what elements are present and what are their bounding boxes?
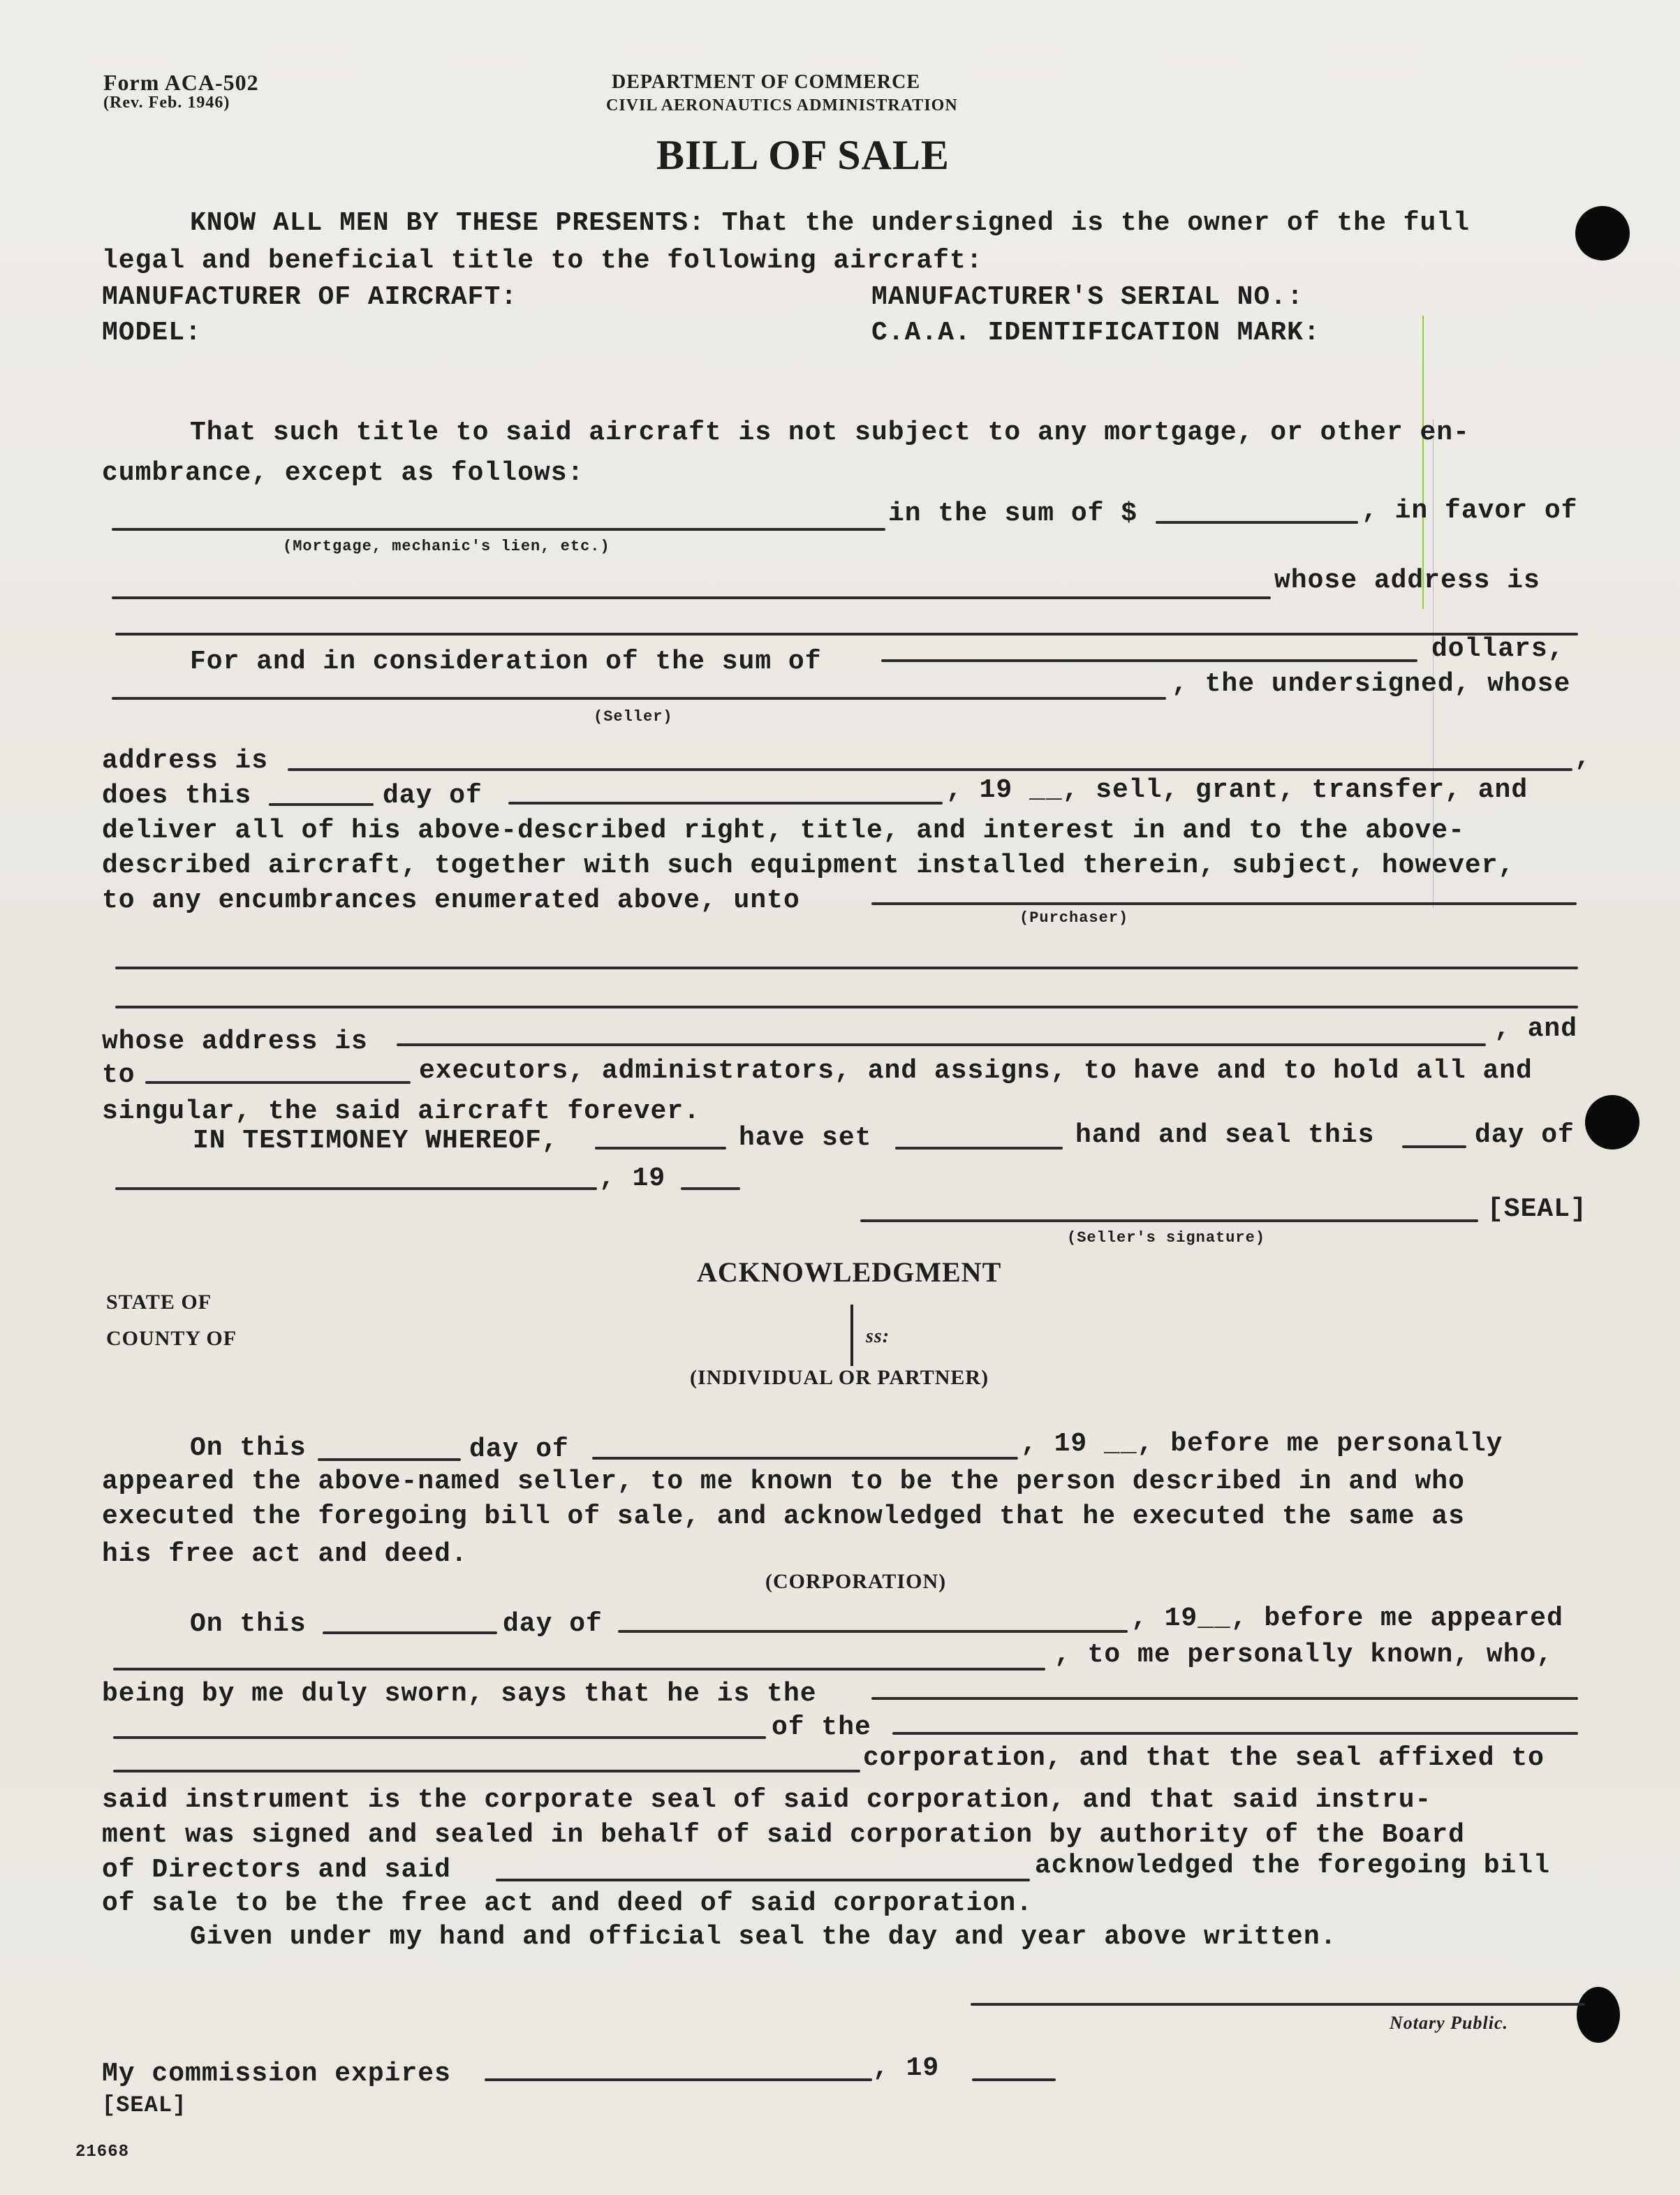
ind-line-2: appeared the above-named seller, to me known to be the person described in and who (102, 1467, 1465, 1497)
corp-line-6: ment was signed and sealed in behalf of said corporation by authority of the Board (102, 1820, 1465, 1850)
corp-of-the-label: of the (772, 1712, 871, 1742)
in-favor-of-label: , in favor of (1362, 496, 1578, 526)
seal-label: [SEAL] (1487, 1194, 1587, 1224)
ss-label: ss: (866, 1326, 890, 1347)
commission-expires-label: My commission expires (102, 2059, 451, 2089)
testimony-day-field[interactable] (1402, 1145, 1466, 1148)
corp-directors-label: of Directors and said (102, 1855, 451, 1885)
individual-heading: (INDIVIDUAL OR PARTNER) (690, 1366, 989, 1389)
testimony-pronoun-field[interactable] (595, 1147, 726, 1150)
form-revision: (Rev. Feb. 1946) (103, 94, 230, 112)
consideration-amount-field[interactable] (881, 659, 1417, 662)
corp-line-8: of sale to be the free act and deed of said corporation. (102, 1888, 1033, 1918)
commission-date-field[interactable] (485, 2078, 872, 2081)
ind-line-3: executed the foregoing bill of sale, and acknowledged that he executed the same as (102, 1502, 1465, 1532)
corp-sworn-label: being by me duly sworn, says that he is the (102, 1679, 817, 1709)
corp-month-field[interactable] (618, 1630, 1128, 1633)
mortgage-caption: (Mortgage, mechanic's lien, etc.) (283, 538, 610, 555)
testimony-year-label: , 19 (599, 1163, 666, 1194)
testimony-year-field[interactable] (681, 1187, 740, 1190)
hand-and-seal-label: hand and seal this (1075, 1120, 1375, 1150)
sale-day-field[interactable] (269, 803, 374, 806)
purchaser-name-field[interactable] (871, 902, 1577, 905)
testimony-month-field[interactable] (115, 1187, 597, 1190)
commission-year-field[interactable] (972, 2078, 1056, 2081)
purchaser-pronoun-field[interactable] (145, 1081, 411, 1084)
encumbrance-line-2: cumbrance, except as follows: (102, 458, 584, 488)
address-is-label: address is (102, 746, 269, 776)
punch-hole-icon (1575, 206, 1630, 260)
form-number: Form ACA-502 (103, 70, 259, 95)
corporation-heading: (CORPORATION) (765, 1570, 947, 1593)
scan-artifact-line (1422, 316, 1424, 609)
comma: , (1575, 743, 1591, 773)
consideration-label: For and in consideration of the sum of (190, 647, 822, 677)
singular-line: singular, the said aircraft forever. (102, 1096, 700, 1126)
corp-day-field[interactable] (323, 1631, 497, 1634)
ind-year-label: , 19 __, before me personally (1021, 1429, 1503, 1459)
have-set-label: have set (739, 1123, 872, 1153)
notary-public-caption: Notary Public. (1390, 2013, 1508, 2033)
corp-officer-name-field[interactable] (113, 1668, 1045, 1671)
encumbrance-type-field[interactable] (112, 528, 885, 531)
testimony-possessive-field[interactable] (895, 1147, 1063, 1150)
corp-known-label: , to me personally known, who, (1054, 1640, 1554, 1670)
to-label: to (102, 1060, 135, 1090)
given-under-line: Given under my hand and official seal the day and year above written. (190, 1922, 1337, 1952)
sale-month-field[interactable] (508, 802, 943, 805)
department-name: DEPARTMENT OF COMMERCE (612, 71, 921, 93)
acknowledgment-title: ACKNOWLEDGMENT (697, 1256, 1002, 1288)
intro-line-1: KNOW ALL MEN BY THESE PRESENTS: That the undersigned is the owner of the full (190, 208, 1470, 238)
lienholder-field[interactable] (112, 596, 1271, 599)
state-of-label: STATE OF (106, 1291, 212, 1314)
testimony-day-of-label: day of (1475, 1120, 1575, 1150)
agency-name: CIVIL AERONAUTICS ADMINISTRATION (606, 96, 958, 115)
corp-name-field[interactable] (892, 1732, 1578, 1735)
corp-year-label: , 19__, before me appeared (1131, 1603, 1563, 1634)
does-this-label: does this (102, 781, 252, 811)
sale-year-label: , 19 __, sell, grant, transfer, and (946, 775, 1528, 805)
corp-line-5: said instrument is the corporate seal of said corporation, and that said instru- (102, 1785, 1432, 1815)
ind-month-field[interactable] (592, 1457, 1018, 1460)
purchaser-name-field-2[interactable] (115, 967, 1578, 969)
purchaser-caption: (Purchaser) (1019, 909, 1129, 927)
print-code: 21668 (75, 2143, 130, 2161)
and-label: , and (1494, 1014, 1578, 1044)
county-of-label: COUNTY OF (106, 1327, 237, 1350)
deliver-line: deliver all of his above-described right, title, and interest in and to the above- (102, 816, 1465, 846)
corp-officer-title-field[interactable] (871, 1697, 1578, 1700)
corp-officer-title-field-2[interactable] (113, 1736, 766, 1739)
caa-mark-label: C.A.A. IDENTIFICATION MARK: (871, 318, 1320, 348)
executors-line: executors, administrators, and assigns, to have and to hold all and (419, 1056, 1533, 1086)
manufacturer-label: MANUFACTURER OF AIRCRAFT: (102, 282, 518, 312)
corp-on-this-label: On this (190, 1609, 307, 1639)
encumbrance-amount-field[interactable] (1156, 521, 1358, 524)
model-label: MODEL: (102, 318, 202, 348)
intro-line-2: legal and beneficial title to the following aircraft: (102, 246, 983, 276)
punch-hole-icon (1577, 1987, 1620, 2043)
sum-label: in the sum of $ (888, 499, 1138, 529)
seller-signature-field[interactable] (860, 1219, 1478, 1222)
seller-signature-caption: (Seller's signature) (1067, 1229, 1266, 1247)
lienholder-address-field[interactable] (115, 633, 1578, 636)
seller-caption: (Seller) (594, 708, 673, 726)
described-line: described aircraft, together with such equipment installed therein, subject, however, (102, 851, 1515, 881)
ind-line-4: his free act and deed. (102, 1539, 468, 1569)
punch-hole-icon (1585, 1095, 1640, 1150)
commission-year-label: , 19 (873, 2053, 940, 2083)
testimony-label: IN TESTIMONEY WHEREOF, (193, 1126, 559, 1156)
page-title: BILL OF SALE (656, 132, 950, 178)
undersigned-label: , the undersigned, whose (1172, 669, 1571, 699)
ind-day-field[interactable] (318, 1458, 461, 1461)
ind-on-this-label: On this (190, 1433, 307, 1463)
notary-signature-field[interactable] (971, 2003, 1585, 2006)
corp-day-of-label: day of (503, 1609, 603, 1639)
day-of-label: day of (383, 781, 482, 811)
corp-name-field-2[interactable] (113, 1770, 860, 1772)
ind-day-of-label: day of (469, 1434, 569, 1464)
brace-icon (845, 1305, 853, 1366)
dollars-label: dollars, (1431, 634, 1565, 664)
purchaser-name-field-3[interactable] (115, 1006, 1578, 1008)
encumbrance-line-1: That such title to said aircraft is not subject to any mortgage, or other en- (190, 418, 1470, 448)
corp-acknowledged-label: acknowledged the foregoing bill (1035, 1851, 1550, 1881)
serial-number-label: MANUFACTURER'S SERIAL NO.: (871, 282, 1304, 312)
unto-label: to any encumbrances enumerated above, unto (102, 886, 800, 916)
seller-address-field[interactable] (288, 768, 1572, 771)
seller-name-field[interactable] (112, 697, 1166, 700)
corp-corporation-label: corporation, and that the seal affixed to (863, 1743, 1545, 1773)
notary-seal-label: [SEAL] (102, 2092, 187, 2118)
purchaser-address-label: whose address is (102, 1027, 368, 1057)
purchaser-address-field[interactable] (397, 1043, 1486, 1046)
corp-officer-acknowledged-field[interactable] (496, 1879, 1030, 1881)
whose-address-label: whose address is (1274, 566, 1540, 596)
